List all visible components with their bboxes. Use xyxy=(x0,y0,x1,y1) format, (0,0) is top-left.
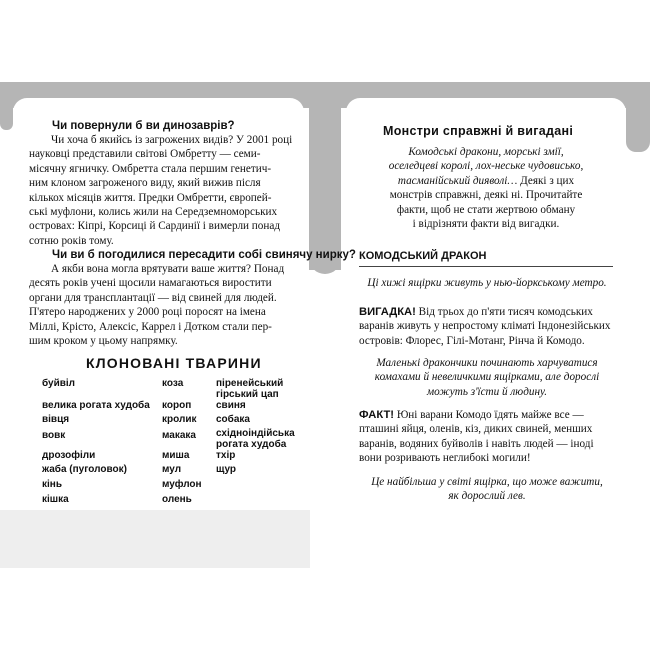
q1-line: Чи хоча б якийсь із загрожених видів? У 2001 році xyxy=(51,134,293,146)
q1-paragraph xyxy=(29,133,291,248)
animal-item: жаба (пуголовок) xyxy=(42,464,127,475)
animal-item: буйвіл xyxy=(42,378,76,389)
italic-line: можуть з'їсти й людину. xyxy=(426,385,548,398)
q1-line: островах: Кіпрі, Корсиці й Сардинії і вимерли понад xyxy=(29,220,281,233)
intro-line: оселедцеві королі, лох-неське чудовисько, xyxy=(388,160,584,173)
komodo-statement-3 xyxy=(359,475,615,504)
komodo-statement-2 xyxy=(359,356,615,399)
italic-line: Це найбільша у світі ящірка, що може важити, xyxy=(371,476,603,488)
animal-item: піренейський гірський цап xyxy=(216,378,284,400)
cloned-animals-title: КЛОНОВАНІ ТВАРИНИ xyxy=(86,355,262,371)
q1-line: сотню років тому. xyxy=(29,234,114,247)
animal-item: вівця xyxy=(42,414,70,425)
animal-item: свиня xyxy=(216,400,246,411)
animal-item: макака xyxy=(162,430,196,441)
animal-item: коза xyxy=(162,378,184,389)
right-gray-drip xyxy=(626,82,650,152)
intro-line: і відрізняти факти від вигадки. xyxy=(412,218,560,231)
animal-item: щур xyxy=(216,464,236,475)
q1-heading: Чи повернули б ви динозаврів? xyxy=(52,120,235,132)
animal-item: дрозофіли xyxy=(42,450,96,461)
q1-line: ним клоном загроженого виду, який вижив після xyxy=(29,177,261,190)
q2-line: органи для трансплантації — від свиней для людей. xyxy=(29,291,277,304)
animal-item: короп xyxy=(162,400,192,411)
q2-paragraph xyxy=(29,262,291,348)
myth-paragraph xyxy=(359,305,615,348)
animal-item: мул xyxy=(162,464,182,475)
intro-tail: Деякі з цих xyxy=(517,174,575,187)
animal-item: муфлон xyxy=(162,479,202,490)
animal-item: собака xyxy=(216,414,250,425)
myth-label: ВИГАДКА! xyxy=(359,306,416,318)
fact-paragraph xyxy=(359,408,615,466)
section-divider xyxy=(359,266,613,267)
italic-line: Маленькі дракончики починають харчуватися xyxy=(376,357,598,369)
animal-item: миша xyxy=(162,450,190,461)
spine-gray-band xyxy=(309,82,341,270)
myth-line: островів: Флорес, Гілі-Мотанг, Рінча й Комодо. xyxy=(359,334,585,347)
left-gray-drip xyxy=(0,82,13,130)
fact-line: Юні варани Комодо їдять майже все — xyxy=(394,409,584,421)
q2-line: А якби вона могла врятувати ваше життя? Понад xyxy=(51,263,285,275)
myth-line: варанів живуть у непростому кліматі Індонезійських xyxy=(359,320,611,333)
q2-line: Міллі, Крісто, Алексіс, Каррел і Дотком стали пер- xyxy=(29,320,272,333)
intro-line: тасманійський дияволі… xyxy=(397,174,518,187)
q1-line: ські муфлони, колись жили на Середземноморських xyxy=(29,206,278,219)
q1-line: науковці представили світові Омбретту — семи- xyxy=(29,148,261,161)
q2-heading: Чи ви б погодилися пересадити собі свинячу нирку? xyxy=(52,249,356,261)
fact-label: ФАКТ! xyxy=(359,409,395,421)
animal-item: олень xyxy=(162,494,192,505)
q2-line: П'ятеро народжених у 2000 році поросят на імена xyxy=(29,306,266,319)
animal-item: східноіндійська рогата худоба xyxy=(216,428,295,450)
q1-line: місячну ягничку. Омбретта стала першим генетич- xyxy=(29,162,272,175)
intro-line: факти, щоб не стати жертвою обману xyxy=(396,203,576,216)
right-intro xyxy=(360,145,612,231)
animal-item: тхір xyxy=(216,450,236,461)
myth-line: Від трьох до п'яти тисяч комодських xyxy=(415,306,593,318)
fact-line: варанів, водяних буйволів і навіть людей — іноді xyxy=(359,437,594,450)
intro-line: монстрів справжні, деякі ні. Прочитайте xyxy=(389,189,583,202)
q2-line: десять років учені щосили намагаються виростити xyxy=(29,277,272,290)
animal-item: вовк xyxy=(42,430,66,441)
italic-line: як дорослий лев. xyxy=(448,490,526,503)
animal-item: кішка xyxy=(42,494,69,505)
q2-line: шим кроком у цьому напрямку. xyxy=(29,335,178,348)
fact-line: вони розривають неглибокі могили! xyxy=(359,452,531,465)
left-page-shadow xyxy=(0,510,310,568)
italic-line: Ці хижі ящірки живуть у нью-йоркському метро. xyxy=(367,277,607,289)
komodo-section-heading: КОМОДСЬКИЙ ДРАКОН xyxy=(359,250,487,262)
komodo-myth-statement xyxy=(359,276,615,290)
q1-line: кількох місяців життя. Предки Омбретти, європей- xyxy=(29,191,272,204)
animal-item: велика рогата худоба xyxy=(42,400,150,411)
fact-line: пташині яйця, оленів, кіз, диких свиней, менших xyxy=(359,423,593,436)
animal-item: кролик xyxy=(162,414,197,425)
right-page-title: Монстри справжні й вигадані xyxy=(383,124,574,138)
animal-item: кінь xyxy=(42,479,62,490)
intro-line: Комодські дракони, морські змії, xyxy=(408,146,564,158)
italic-line: комахами й невеличкими ящірками, але дорослі xyxy=(374,371,600,384)
